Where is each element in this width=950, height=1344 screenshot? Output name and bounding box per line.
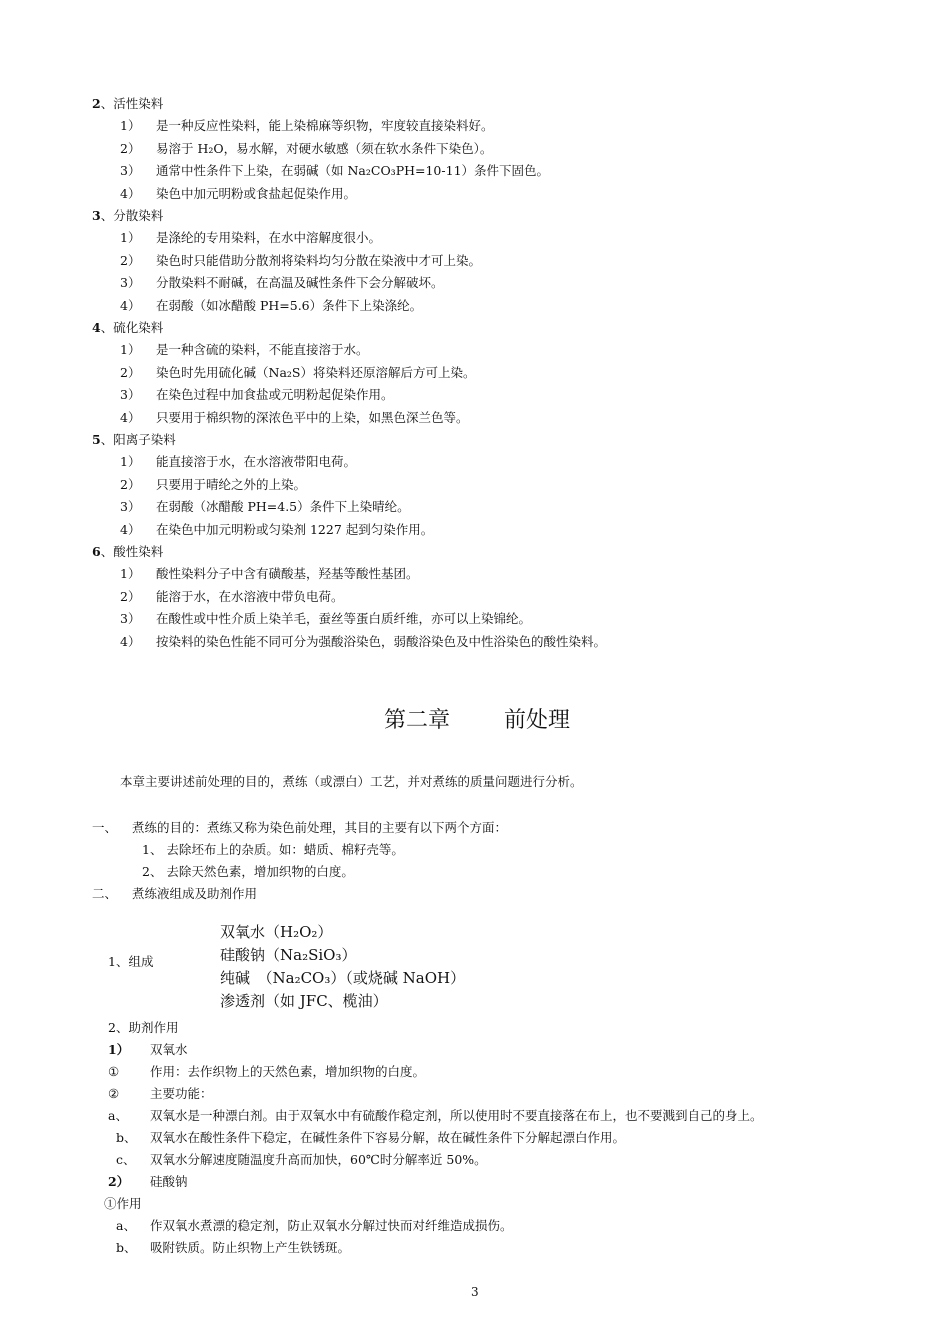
section-heading [92, 208, 163, 224]
chapter-number: 第二章 [384, 708, 451, 733]
section-number: 5 [92, 432, 101, 447]
item-number: 3） [120, 499, 141, 514]
section-heading [92, 320, 163, 336]
composition-line: 硅酸钠（Na₂SiO₃） [220, 946, 357, 964]
item-number: 4） [120, 186, 141, 201]
item-text: 在染色过程中加食盐或元明粉起促染作用。 [156, 387, 394, 402]
item-number: 3） [120, 275, 141, 290]
section-item [120, 141, 492, 157]
item-text: 只要用于晴纶之外的上染。 [156, 477, 307, 492]
part-one-item: 2、 去除天然色素，增加织物的白度。 [142, 864, 354, 879]
item-number: 1） [120, 566, 141, 581]
section-item [120, 611, 531, 627]
item-number: 4） [120, 522, 141, 537]
silicate-point-b: b、 吸附铁质。防止织物上产生铁锈斑。 [116, 1240, 351, 1255]
section-number: 4 [92, 320, 101, 335]
part-two-label: 二、 [92, 886, 118, 901]
item-number: 4） [120, 410, 141, 425]
item-text: 染色中加元明粉或食盐起促染作用。 [156, 186, 357, 201]
part-one-heading [92, 820, 507, 836]
item-number: 2） [120, 365, 141, 380]
part-one-item: 1、 去除坯布上的杂质。如：蜡质、棉籽壳等。 [142, 842, 404, 857]
item-number: 3） [120, 611, 141, 626]
section-title: 、阳离子染料 [100, 432, 176, 447]
item-text: 是涤纶的专用染料，在水中溶解度很小。 [156, 230, 382, 245]
section-item [120, 186, 356, 202]
h2o2-point-a: a、 双氧水是一种漂白剂。由于双氧水中有硫酸作稳定剂，所以使用时不要直接落在布上，也不要溅到自己的身上。 [108, 1108, 763, 1123]
h2o2-heading [108, 1042, 188, 1058]
h2o2-point-b: b、 双氧水在酸性条件下稳定，在碱性条件下容易分解，故在碱性条件下分解起漂白作用。 [116, 1130, 626, 1145]
h2o2-name: 双氧水 [150, 1042, 188, 1057]
item-text: 按染料的染色性能不同可分为强酸浴染色，弱酸浴染色及中性浴染色的酸性染料。 [156, 634, 607, 649]
section-item [120, 410, 469, 426]
section-item [120, 522, 433, 538]
h2o2-num: 1） [108, 1042, 130, 1057]
item-text: 分散染料不耐碱，在高温及碱性条件下会分解破坏。 [156, 275, 444, 290]
part-two-text: 煮练液组成及助剂作用 [132, 886, 258, 901]
section-heading [92, 544, 163, 560]
item-text: 在染色中加元明粉或匀染剂 1227 起到匀染作用。 [156, 522, 434, 537]
item-text: 能溶于水，在水溶液中带负电荷。 [156, 589, 344, 604]
item-number: 2） [120, 477, 141, 492]
item-text: 在酸性或中性介质上染羊毛，蚕丝等蛋白质纤维，亦可以上染锦纶。 [156, 611, 532, 626]
part-one-label: 一、 [92, 820, 118, 835]
item-number: 1） [120, 342, 141, 357]
h2o2-point-c: c、 双氧水分解速度随温度升高而加快，60℃时分解率近 50%。 [116, 1152, 487, 1167]
section-item [120, 275, 444, 291]
silicate-heading: 2） 硅酸钠 [108, 1174, 188, 1189]
section-item [120, 454, 356, 470]
section-item [120, 365, 475, 381]
section-item [120, 230, 381, 246]
item-text: 是一种反应性染料，能上染棉麻等织物，牢度较直接染料好。 [156, 118, 494, 133]
section-heading [92, 432, 176, 448]
item-text: 在弱酸（冰醋酸 PH=4.5）条件下上染晴纶。 [156, 499, 410, 514]
chapter-title [384, 708, 570, 734]
silicate-point-a: a、 作双氧水煮漂的稳定剂，防止双氧水分解过快而对纤维造成损伤。 [116, 1218, 513, 1233]
section-item [120, 387, 394, 403]
composition-label: 1、组成 [108, 954, 154, 969]
silicate-use: ①作用 [104, 1196, 142, 1211]
section-number: 2 [92, 96, 101, 111]
page-number: 3 [471, 1285, 479, 1299]
aux-heading: 2、助剂作用 [108, 1020, 179, 1035]
item-text: 通常中性条件下上染，在弱碱（如 Na₂CO₃PH=10-11）条件下固色。 [156, 163, 550, 178]
section-item [120, 566, 419, 582]
section-number: 3 [92, 208, 101, 223]
item-text: 是一种含硫的染料，不能直接溶于水。 [156, 342, 369, 357]
item-text: 染色时只能借助分散剂将染料均匀分散在染液中才可上染。 [156, 253, 482, 268]
item-number: 2） [120, 589, 141, 604]
part-two-heading [92, 886, 257, 902]
section-title: 、活性染料 [100, 96, 164, 111]
section-title: 、酸性染料 [100, 544, 164, 559]
h2o2-use: ① 作用：去作织物上的天然色素，增加织物的白度。 [108, 1064, 426, 1079]
composition-line: 双氧水（H₂O₂） [220, 923, 333, 941]
part-one-text: 煮练的目的：煮练又称为染色前处理，其目的主要有以下两个方面： [132, 820, 508, 835]
item-number: 3） [120, 163, 141, 178]
item-text: 酸性染料分子中含有磺酸基，羟基等酸性基团。 [156, 566, 419, 581]
section-item [120, 477, 306, 493]
item-number: 2） [120, 253, 141, 268]
item-number: 1） [120, 454, 141, 469]
item-number: 2） [120, 141, 141, 156]
item-text: 只要用于棉织物的深浓色平中的上染，如黑色深兰色等。 [156, 410, 469, 425]
section-item [120, 253, 481, 269]
h2o2-functions: ② 主要功能： [108, 1086, 213, 1101]
item-number: 1） [120, 230, 141, 245]
section-item [120, 589, 344, 605]
item-text: 能直接溶于水，在水溶液带阳电荷。 [156, 454, 357, 469]
section-number: 6 [92, 544, 101, 559]
item-text: 在弱酸（如冰醋酸 PH=5.6）条件下上染涤纶。 [156, 298, 423, 313]
section-item [120, 298, 422, 314]
item-number: 1） [120, 118, 141, 133]
section-heading [92, 96, 163, 112]
section-item [120, 118, 494, 134]
item-text: 易溶于 H₂O，易水解，对硬水敏感（须在软水条件下染色）。 [156, 141, 493, 156]
item-text: 染色时先用硫化碱（Na₂S）将染料还原溶解后方可上染。 [156, 365, 476, 380]
section-item [120, 163, 549, 179]
section-item [120, 634, 606, 650]
section-item [120, 342, 369, 358]
composition-line: 渗透剂（如 JFC、榄油） [220, 992, 388, 1010]
section-title: 、分散染料 [100, 208, 164, 223]
item-number: 4） [120, 634, 141, 649]
section-item [120, 499, 410, 515]
section-title: 、硫化染料 [100, 320, 164, 335]
item-number: 4） [120, 298, 141, 313]
composition-line: 纯碱 （Na₂CO₃）（或烧碱 NaOH） [220, 969, 466, 987]
chapter-intro: 本章主要讲述前处理的目的，煮练（或漂白）工艺，并对煮练的质量问题进行分析。 [120, 774, 583, 789]
chapter-name: 前处理 [504, 708, 571, 733]
item-number: 3） [120, 387, 141, 402]
